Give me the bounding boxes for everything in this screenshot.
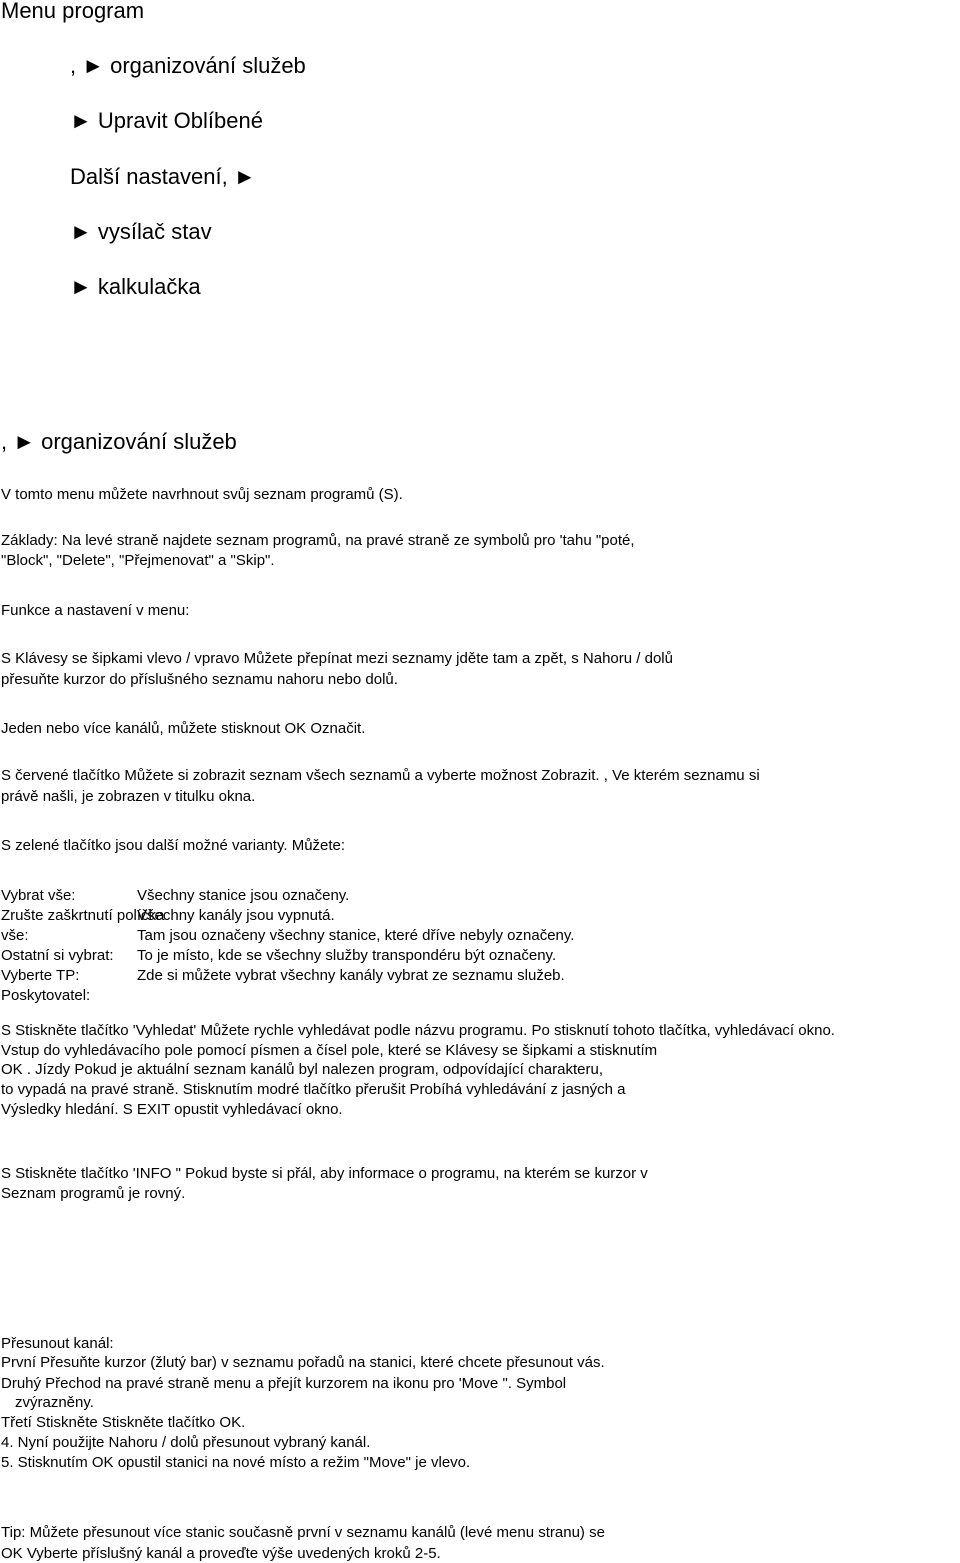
option-label: Ostatní si vybrat: — [1, 947, 114, 964]
info-line: Seznam programů je rovný. — [1, 1185, 186, 1202]
option-label: Poskytovatel: — [1, 987, 91, 1004]
search-line: to vypadá na pravé straně. Stisknutím modré tlačítko přerušit Probíhá vyhledávání z jasných a — [1, 1081, 626, 1098]
arrows-line: přesuňte kurzor do příslušného seznamu nahoru nebo dolů. — [1, 671, 398, 688]
option-label: Zrušte zaškrtnutí políčka — [1, 907, 165, 924]
menu-item-calculator: ► kalkulačka — [70, 274, 201, 299]
search-line: Výsledky hledání. S EXIT opustit vyhledávací okno. — [1, 1101, 343, 1118]
menu-item-transmitter-status: ► vysílač stav — [70, 219, 212, 244]
red-button-line: právě našli, je zobrazen v titulku okna. — [1, 788, 256, 805]
tip-line: Tip: Můžete přesunout více stanic současně první v seznamu kanálů (levé menu stranu) se — [1, 1524, 605, 1541]
basics-line: "Block", "Delete", "Přejmenovat" a "Skip". — [1, 552, 275, 569]
tip-line: OK Vyberte příslušný kanál a proveďte výše uvedených kroků 2-5. — [1, 1545, 441, 1562]
move-step: 4. Nyní použijte Nahoru / dolů přesunout vybraný kanál. — [1, 1434, 371, 1451]
move-step: Třetí Stiskněte Stiskněte tlačítko OK. — [1, 1414, 246, 1431]
move-heading: Přesunout kanál: — [1, 1335, 114, 1352]
move-step: 5. Stisknutím OK opustil stanici na nové místo a režim "Move" je vlevo. — [1, 1454, 471, 1471]
menu-item-organize-services: , ► organizování služeb — [70, 53, 306, 78]
option-label: vše: — [1, 927, 29, 944]
mark-text: Jeden nebo více kanálů, můžete stisknout OK Označit. — [1, 720, 366, 737]
red-button-line: S červené tlačítko Můžete si zobrazit seznam všech seznamů a vyberte možnost Zobrazit. , Ve kterém seznamu si — [1, 767, 760, 784]
search-line: S Stiskněte tlačítko 'Vyhledat' Můžete rychle vyhledávat podle názvu programu. Po stisknutí tohoto tlačítka, vyhledávací okno. — [1, 1022, 835, 1039]
option-label: Vyberte TP: — [1, 967, 80, 984]
functions-heading: Funkce a nastavení v menu: — [1, 602, 190, 619]
option-description: Všechny stanice jsou označeny. — [137, 887, 350, 904]
search-line: OK . Jízdy Pokud je aktuální seznam kanálů byl nalezen program, odpovídající charakteru, — [1, 1061, 603, 1078]
move-step: První Přesuňte kurzor (žlutý bar) v seznamu pořadů na stanici, které chcete přesunout vás. — [1, 1354, 605, 1371]
menu-item-more-settings: Další nastavení, ► — [70, 164, 256, 189]
info-line: S Stiskněte tlačítko 'INFO " Pokud byste si přál, aby informace o programu, na kterém se kurzor v — [1, 1165, 648, 1182]
move-step: Druhý Přechod na pravé straně menu a přejít kurzorem na ikonu pro 'Move ". Symbol — [1, 1375, 567, 1392]
option-description: To je místo, kde se všechny služby transpondéru být označeny. — [137, 947, 557, 964]
option-description: Všechny kanály jsou vypnutá. — [137, 907, 335, 924]
green-button-text: S zelené tlačítko jsou další možné varianty. Můžete: — [1, 837, 346, 854]
basics-line: Základy: Na levé straně najdete seznam programů, na pravé straně ze symbolů pro 'tahu "poté, — [1, 532, 635, 549]
arrows-line: S Klávesy se šipkami vlevo / vpravo Můžete přepínat mezi seznamy jděte tam a zpět, s Nahoru / dolů — [1, 650, 673, 667]
section-heading: , ► organizování služeb — [1, 429, 237, 454]
search-line: Vstup do vyhledávacího pole pomocí písmen a čísel pole, které se Klávesy se šipkami a stisknutím — [1, 1042, 658, 1059]
move-step: zvýrazněny. — [15, 1394, 94, 1411]
option-description: Zde si můžete vybrat všechny kanály vybrat ze seznamu služeb. — [137, 967, 565, 984]
menu-item-edit-favorites: ► Upravit Oblíbené — [70, 108, 263, 133]
option-label: Vybrat vše: — [1, 887, 76, 904]
option-description: Tam jsou označeny všechny stanice, které dříve nebyly označeny. — [137, 927, 575, 944]
intro-text: V tomto menu můžete navrhnout svůj seznam programů (S). — [1, 486, 403, 503]
page-title: Menu program — [1, 0, 145, 23]
